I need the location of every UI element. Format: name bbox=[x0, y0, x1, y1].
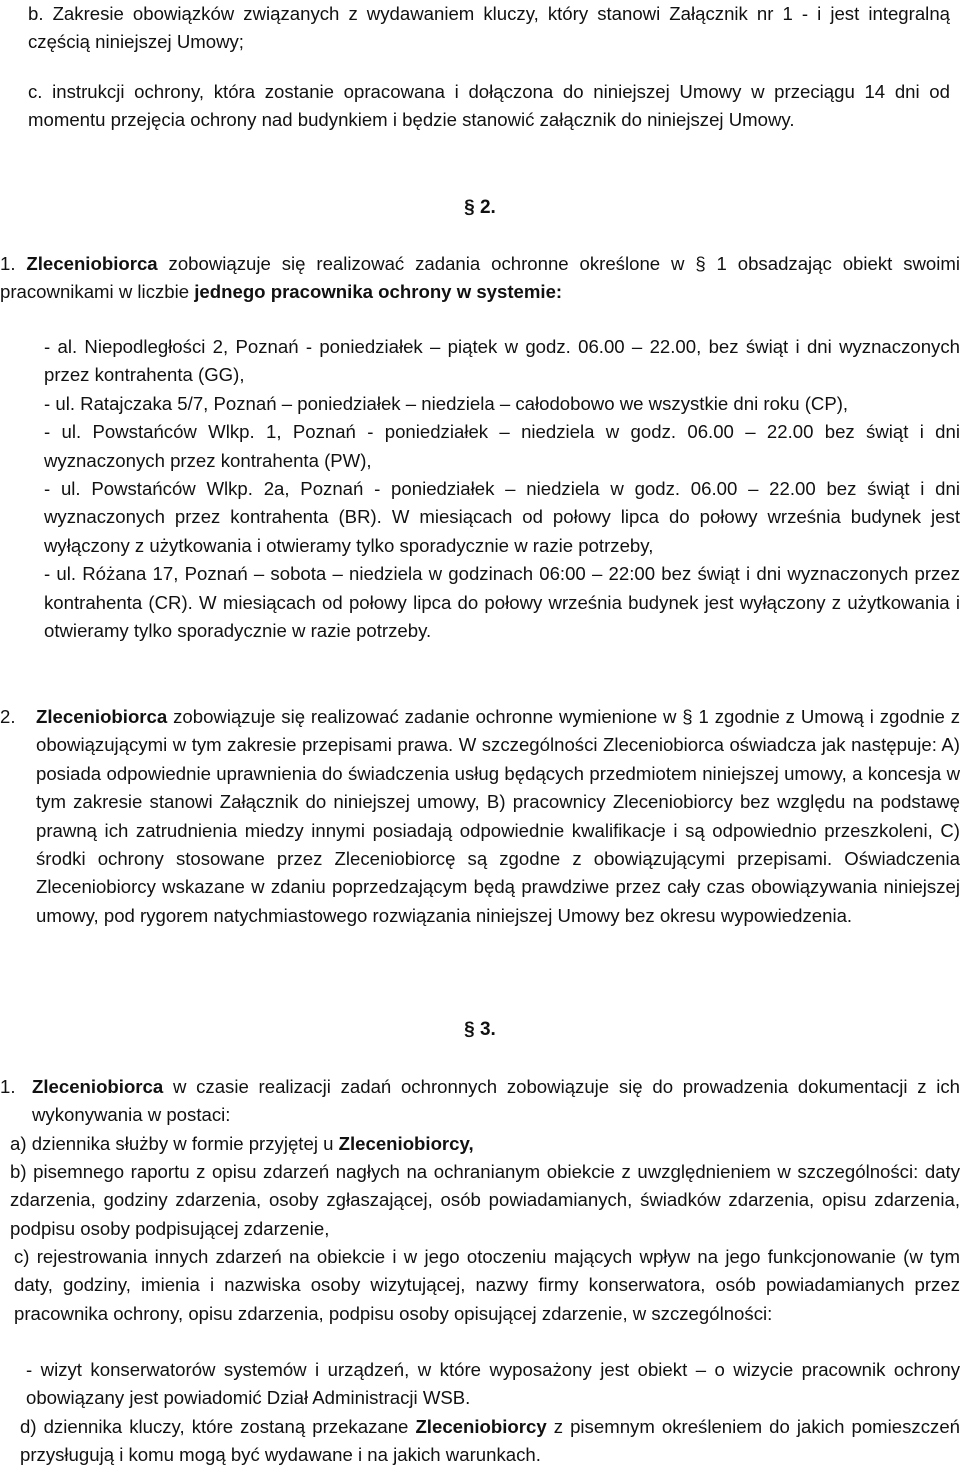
item-number: 1. bbox=[0, 253, 16, 274]
item-c bbox=[14, 1243, 960, 1328]
section2-item2-text bbox=[36, 703, 960, 930]
section3-item1-number: 1. bbox=[0, 1076, 16, 1097]
item-c-sub bbox=[26, 1356, 960, 1413]
item-d-rest: z pisemnym określeniem do jakich pomieszczeń przysługują i komu mogą być wydawane i na jakich warunkach. bbox=[20, 1416, 960, 1466]
location-item: - ul. Powstańców Wlkp. 1, Poznań - poniedziałek – niedziela w godz. 06.00 – 22.00 bez świąt i dni wyznaczonych przez kontrahenta (PW), bbox=[44, 421, 960, 471]
item-a-text bbox=[10, 1130, 960, 1158]
item-a bbox=[10, 1130, 960, 1158]
paragraph-c-text: c. instrukcji ochrony, która zostanie opracowana i dołączona do niniejszej Umowy w przeciągu 14 dni od momentu przejęcia ochrony nad budynkiem i będzie stanowić załącznik do niniejszej Umowy. bbox=[28, 81, 950, 131]
paragraph-b bbox=[28, 0, 950, 57]
item-text: zobowiązuje się realizować zadanie ochronne wymienione w § 1 zgodnie z Umową i zgodnie z obowiązującymi w tym zakresie przepisami prawa. W szczególności Zleceniobiorca oświadcza jak następuje: A) posiada odpowiednie uprawnienia do świadczenia usług będących przedmiotem niniejszej umowy, a koncesja w tym zakresie stanowi Załącznik do niniejszej umowy, B) pracownicy Zleceniobiorcy bez względu na podstawę prawną ich zatrudnienia miedzy innymi posiadają odpowiednie kwalifikacje i są odpowiednio przeszkoleni, C) środki ochrony stosowane przez Zleceniobiorcę są zgodne z obowiązującymi przepisami. Oświadczenia Zleceniobiorcy wskazane w zdaniu poprzedzającym będą prawdziwe przez cały czas obowiązywania niniejszej umowy, pod rygorem natychmiastowego rozwiązania niniejszej Umowy bez okresu wypowiedzenia. bbox=[36, 706, 960, 926]
item-a-label: a) dziennika służby w formie przyjętej u bbox=[10, 1133, 339, 1154]
party-name: Zleceniobiorcy, bbox=[338, 1133, 474, 1154]
section3-item1-text bbox=[32, 1073, 960, 1130]
party-name: Zleceniobiorca bbox=[32, 1076, 164, 1097]
item-text: zobowiązuje się realizować zadania ochronne określone w § 1 obsadzając obiekt swoimi pracownikami w liczbie bbox=[0, 253, 960, 303]
item-b bbox=[10, 1158, 960, 1243]
location-item: - ul. Różana 17, Poznań – sobota – niedziela w godzinach 06:00 – 22:00 bez świąt i dni wyznaczonych przez kontrahenta (CR). W miesiącach od połowy lipca do połowy września budynek jest wyłączony z użytkowania i otwieramy tylko sporadycznie w razie potrzeby. bbox=[44, 563, 960, 642]
party-name: Zleceniobiorca bbox=[36, 706, 168, 727]
section-heading-3: § 3. bbox=[464, 1019, 496, 1040]
item-d-label: d) dziennika kluczy, które zostaną przekazane bbox=[20, 1416, 416, 1437]
location-list bbox=[44, 333, 960, 645]
section3-item1 bbox=[32, 1073, 960, 1130]
item-c-sub-text: - wizyt konserwatorów systemów i urządzeń, w które wyposażony jest obiekt – o wizycie pracownik ochrony obowiązany jest powiadomić Dział Administracji WSB. bbox=[26, 1359, 960, 1409]
location-item: - al. Niepodległości 2, Poznań - poniedziałek – piątek w godz. 06.00 – 22.00, bez świąt i dni wyznaczonych przez kontrahenta (GG), bbox=[44, 336, 960, 386]
section2-item1-text bbox=[0, 250, 960, 307]
item-text: w czasie realizacji zadań ochronnych zobowiązuje się do prowadzenia dokumentacji z ich wykonywania w postaci: bbox=[32, 1076, 960, 1126]
location-item: - ul. Ratajczaka 5/7, Poznań – poniedziałek – niedziela – całodobowo we wszystkie dni roku (CP), bbox=[44, 392, 849, 414]
item-emphasis: jednego pracownika ochrony w systemie: bbox=[194, 281, 563, 303]
section-heading-2: § 2. bbox=[464, 197, 496, 218]
section2-item2-number: 2. bbox=[0, 706, 16, 727]
item-b-text: b) pisemnego raportu z opisu zdarzeń nagłych na ochranianym obiekcie z uwzględnieniem w szczególności: daty zdarzenia, godziny zdarzenia, osoby zgłaszającej, osób powiadamianych, świadków zdarzenia, opisu zdarzenia, podpisu osoby podpisującej zdarzenie, bbox=[10, 1161, 960, 1239]
location-item: - ul. Powstańców Wlkp. 2a, Poznań - poniedziałek – niedziela w godz. 06.00 – 22.00 bez świąt i dni wyznaczonych przez kontrahenta (BR). W miesiącach od połowy lipca do połowy września budynek jest wyłączony z użytkowania i otwieramy tylko sporadycznie w razie potrzeby, bbox=[44, 478, 960, 556]
item-d-text bbox=[20, 1413, 960, 1470]
party-name: Zleceniobiorca bbox=[26, 253, 158, 274]
item-c-text: c) rejestrowania innych zdarzeń na obiekcie i w jego otoczeniu mających wpływ na jego funkcjonowanie (w tym daty, godziny, imienia i nazwiska osoby wizytującej, nazwy firmy konserwatora, osób powiadamianych przez pracownika ochrony, opisu zdarzenia, podpisu osoby opisującej zdarzenie, w szczególności: bbox=[14, 1246, 960, 1324]
section2-item2 bbox=[36, 703, 960, 930]
item-d bbox=[20, 1413, 960, 1470]
paragraph-b-text: b. Zakresie obowiązków związanych z wydawaniem kluczy, który stanowi Załącznik nr 1 - i jest integralną częścią niniejszej Umowy; bbox=[28, 3, 950, 53]
section2-item1 bbox=[0, 250, 960, 307]
paragraph-c bbox=[28, 78, 950, 135]
party-name: Zleceniobiorcy bbox=[415, 1416, 547, 1437]
